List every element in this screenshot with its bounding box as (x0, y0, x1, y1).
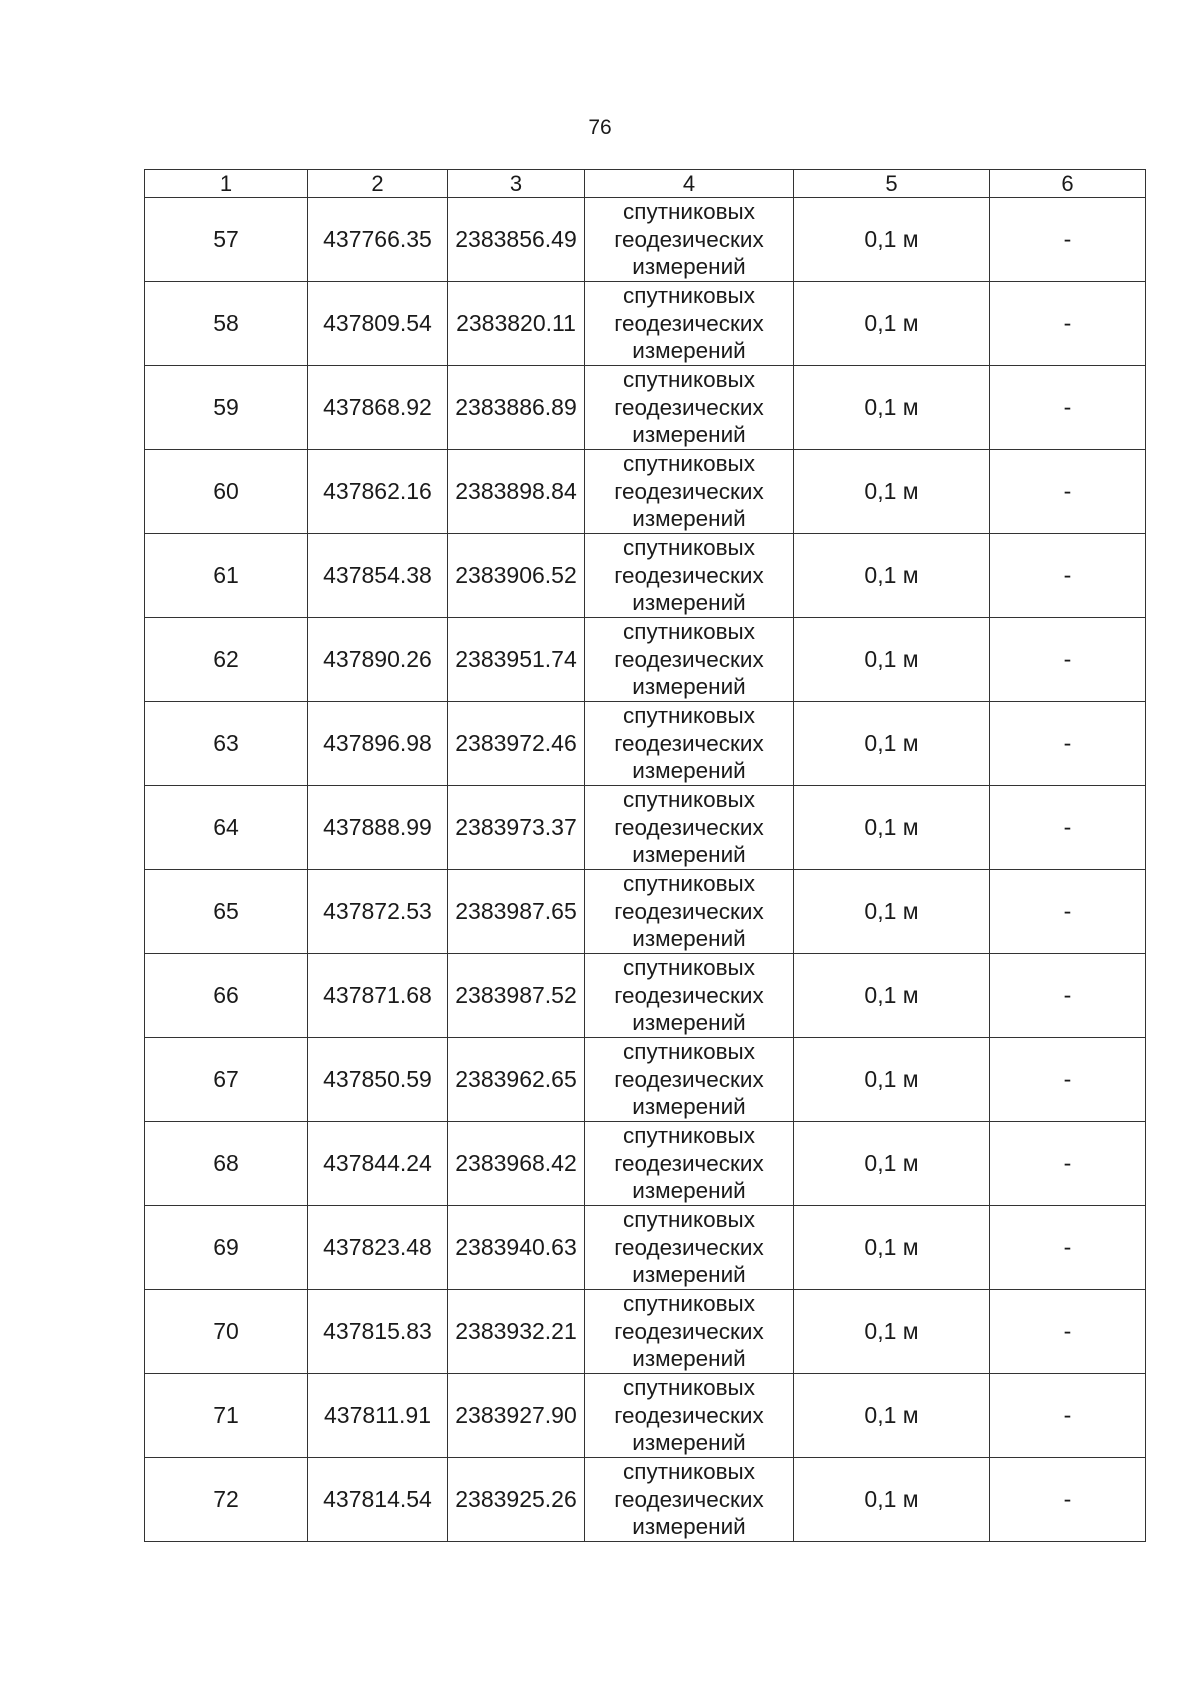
method-line: спутниковых (623, 871, 755, 897)
method-line: спутниковых (623, 1459, 755, 1485)
point-cell: 59 (145, 366, 308, 450)
x-coordinate-cell: 437854.38 (308, 534, 448, 618)
method-line: геодезических (614, 982, 764, 1008)
method-cell (585, 618, 794, 702)
method-line: измерений (632, 506, 746, 532)
table-body (145, 198, 1146, 1542)
method-line: геодезических (614, 814, 764, 840)
method-line: измерений (632, 926, 746, 952)
note-cell: - (990, 1374, 1146, 1458)
method-cell (585, 1458, 794, 1542)
y-coordinate-cell: 2383927.90 (448, 1374, 585, 1458)
method-line: спутниковых (623, 619, 755, 645)
method-line: геодезических (614, 310, 764, 336)
x-coordinate-cell: 437890.26 (308, 618, 448, 702)
point-cell: 69 (145, 1206, 308, 1290)
point-cell: 60 (145, 450, 308, 534)
y-coordinate-cell: 2383898.84 (448, 450, 585, 534)
point-cell: 61 (145, 534, 308, 618)
method-line: спутниковых (623, 703, 755, 729)
column-header-accuracy: 5 (794, 170, 990, 198)
table-row (145, 282, 1146, 366)
method-line: спутниковых (623, 367, 755, 393)
accuracy-cell: 0,1 м (794, 1122, 990, 1206)
table-row (145, 702, 1146, 786)
method-line: измерений (632, 1094, 746, 1120)
method-line: геодезических (614, 1150, 764, 1176)
method-line: измерений (632, 422, 746, 448)
note-cell: - (990, 1290, 1146, 1374)
column-header-point: 1 (145, 170, 308, 198)
method-line: геодезических (614, 1234, 764, 1260)
method-line: измерений (632, 1346, 746, 1372)
note-cell: - (990, 786, 1146, 870)
y-coordinate-cell: 2383856.49 (448, 198, 585, 282)
method-line: спутниковых (623, 1039, 755, 1065)
accuracy-cell: 0,1 м (794, 1458, 990, 1542)
method-cell (585, 198, 794, 282)
x-coordinate-cell: 437823.48 (308, 1206, 448, 1290)
note-cell: - (990, 1458, 1146, 1542)
y-coordinate-cell: 2383932.21 (448, 1290, 585, 1374)
note-cell: - (990, 534, 1146, 618)
method-cell (585, 1374, 794, 1458)
method-line: спутниковых (623, 535, 755, 561)
y-coordinate-cell: 2383820.11 (448, 282, 585, 366)
point-cell: 67 (145, 1038, 308, 1122)
table-row (145, 870, 1146, 954)
x-coordinate-cell: 437888.99 (308, 786, 448, 870)
point-cell: 71 (145, 1374, 308, 1458)
method-line: геодезических (614, 1318, 764, 1344)
method-cell (585, 1038, 794, 1122)
accuracy-cell: 0,1 м (794, 1290, 990, 1374)
accuracy-cell: 0,1 м (794, 702, 990, 786)
method-cell (585, 786, 794, 870)
point-cell: 64 (145, 786, 308, 870)
x-coordinate-cell: 437766.35 (308, 198, 448, 282)
method-line: спутниковых (623, 283, 755, 309)
accuracy-cell: 0,1 м (794, 282, 990, 366)
table-row (145, 1374, 1146, 1458)
method-line: геодезических (614, 1066, 764, 1092)
note-cell: - (990, 450, 1146, 534)
accuracy-cell: 0,1 м (794, 870, 990, 954)
accuracy-cell: 0,1 м (794, 198, 990, 282)
note-cell: - (990, 282, 1146, 366)
x-coordinate-cell: 437850.59 (308, 1038, 448, 1122)
table-row (145, 450, 1146, 534)
column-header-y: 3 (448, 170, 585, 198)
method-line: измерений (632, 1010, 746, 1036)
accuracy-cell: 0,1 м (794, 534, 990, 618)
table-row (145, 366, 1146, 450)
y-coordinate-cell: 2383973.37 (448, 786, 585, 870)
method-cell (585, 1206, 794, 1290)
accuracy-cell: 0,1 м (794, 1374, 990, 1458)
method-line: измерений (632, 674, 746, 700)
table-row (145, 954, 1146, 1038)
point-cell: 57 (145, 198, 308, 282)
table-row (145, 534, 1146, 618)
method-cell (585, 1122, 794, 1206)
accuracy-cell: 0,1 м (794, 618, 990, 702)
point-cell: 70 (145, 1290, 308, 1374)
note-cell: - (990, 1038, 1146, 1122)
y-coordinate-cell: 2383906.52 (448, 534, 585, 618)
x-coordinate-cell: 437811.91 (308, 1374, 448, 1458)
table-row (145, 1206, 1146, 1290)
method-cell (585, 534, 794, 618)
point-cell: 68 (145, 1122, 308, 1206)
x-coordinate-cell: 437809.54 (308, 282, 448, 366)
method-line: спутниковых (623, 1123, 755, 1149)
table-row (145, 1458, 1146, 1542)
note-cell: - (990, 618, 1146, 702)
accuracy-cell: 0,1 м (794, 954, 990, 1038)
x-coordinate-cell: 437844.24 (308, 1122, 448, 1206)
page-number: 76 (588, 116, 612, 139)
x-coordinate-cell: 437871.68 (308, 954, 448, 1038)
point-cell: 72 (145, 1458, 308, 1542)
method-line: измерений (632, 842, 746, 868)
table-row (145, 786, 1146, 870)
x-coordinate-cell: 437868.92 (308, 366, 448, 450)
method-cell (585, 702, 794, 786)
note-cell: - (990, 198, 1146, 282)
y-coordinate-cell: 2383972.46 (448, 702, 585, 786)
y-coordinate-cell: 2383962.65 (448, 1038, 585, 1122)
table-header-row (145, 170, 1146, 198)
point-cell: 58 (145, 282, 308, 366)
method-line: измерений (632, 1514, 746, 1540)
table-row (145, 198, 1146, 282)
note-cell: - (990, 1206, 1146, 1290)
point-cell: 66 (145, 954, 308, 1038)
method-cell (585, 954, 794, 1038)
method-line: спутниковых (623, 199, 755, 225)
y-coordinate-cell: 2383968.42 (448, 1122, 585, 1206)
point-cell: 63 (145, 702, 308, 786)
method-line: измерений (632, 1178, 746, 1204)
y-coordinate-cell: 2383925.26 (448, 1458, 585, 1542)
accuracy-cell: 0,1 м (794, 366, 990, 450)
method-line: геодезических (614, 394, 764, 420)
method-line: измерений (632, 1262, 746, 1288)
note-cell: - (990, 1122, 1146, 1206)
x-coordinate-cell: 437862.16 (308, 450, 448, 534)
method-cell (585, 450, 794, 534)
y-coordinate-cell: 2383987.52 (448, 954, 585, 1038)
point-cell: 65 (145, 870, 308, 954)
y-coordinate-cell: 2383987.65 (448, 870, 585, 954)
method-line: геодезических (614, 730, 764, 756)
table-row (145, 1290, 1146, 1374)
note-cell: - (990, 702, 1146, 786)
accuracy-cell: 0,1 м (794, 786, 990, 870)
table-row (145, 1122, 1146, 1206)
x-coordinate-cell: 437815.83 (308, 1290, 448, 1374)
method-cell (585, 282, 794, 366)
method-line: спутниковых (623, 955, 755, 981)
method-line: геодезических (614, 478, 764, 504)
coordinates-table (144, 169, 1146, 1542)
method-line: геодезических (614, 1486, 764, 1512)
method-line: геодезических (614, 562, 764, 588)
method-line: спутниковых (623, 1207, 755, 1233)
method-line: измерений (632, 338, 746, 364)
method-line: спутниковых (623, 1291, 755, 1317)
method-line: спутниковых (623, 787, 755, 813)
table-row (145, 618, 1146, 702)
method-line: измерений (632, 590, 746, 616)
method-line: измерений (632, 254, 746, 280)
method-line: измерений (632, 1430, 746, 1456)
note-cell: - (990, 870, 1146, 954)
point-cell: 62 (145, 618, 308, 702)
x-coordinate-cell: 437814.54 (308, 1458, 448, 1542)
column-header-method: 4 (585, 170, 794, 198)
method-cell (585, 870, 794, 954)
method-line: геодезических (614, 1402, 764, 1428)
y-coordinate-cell: 2383886.89 (448, 366, 585, 450)
note-cell: - (990, 366, 1146, 450)
method-line: спутниковых (623, 451, 755, 477)
accuracy-cell: 0,1 м (794, 450, 990, 534)
table-row (145, 1038, 1146, 1122)
method-line: геодезических (614, 898, 764, 924)
method-line: спутниковых (623, 1375, 755, 1401)
y-coordinate-cell: 2383940.63 (448, 1206, 585, 1290)
method-line: геодезических (614, 646, 764, 672)
method-line: геодезических (614, 226, 764, 252)
method-cell (585, 366, 794, 450)
accuracy-cell: 0,1 м (794, 1206, 990, 1290)
column-header-note: 6 (990, 170, 1146, 198)
x-coordinate-cell: 437872.53 (308, 870, 448, 954)
note-cell: - (990, 954, 1146, 1038)
column-header-x: 2 (308, 170, 448, 198)
x-coordinate-cell: 437896.98 (308, 702, 448, 786)
method-cell (585, 1290, 794, 1374)
y-coordinate-cell: 2383951.74 (448, 618, 585, 702)
accuracy-cell: 0,1 м (794, 1038, 990, 1122)
method-line: измерений (632, 758, 746, 784)
